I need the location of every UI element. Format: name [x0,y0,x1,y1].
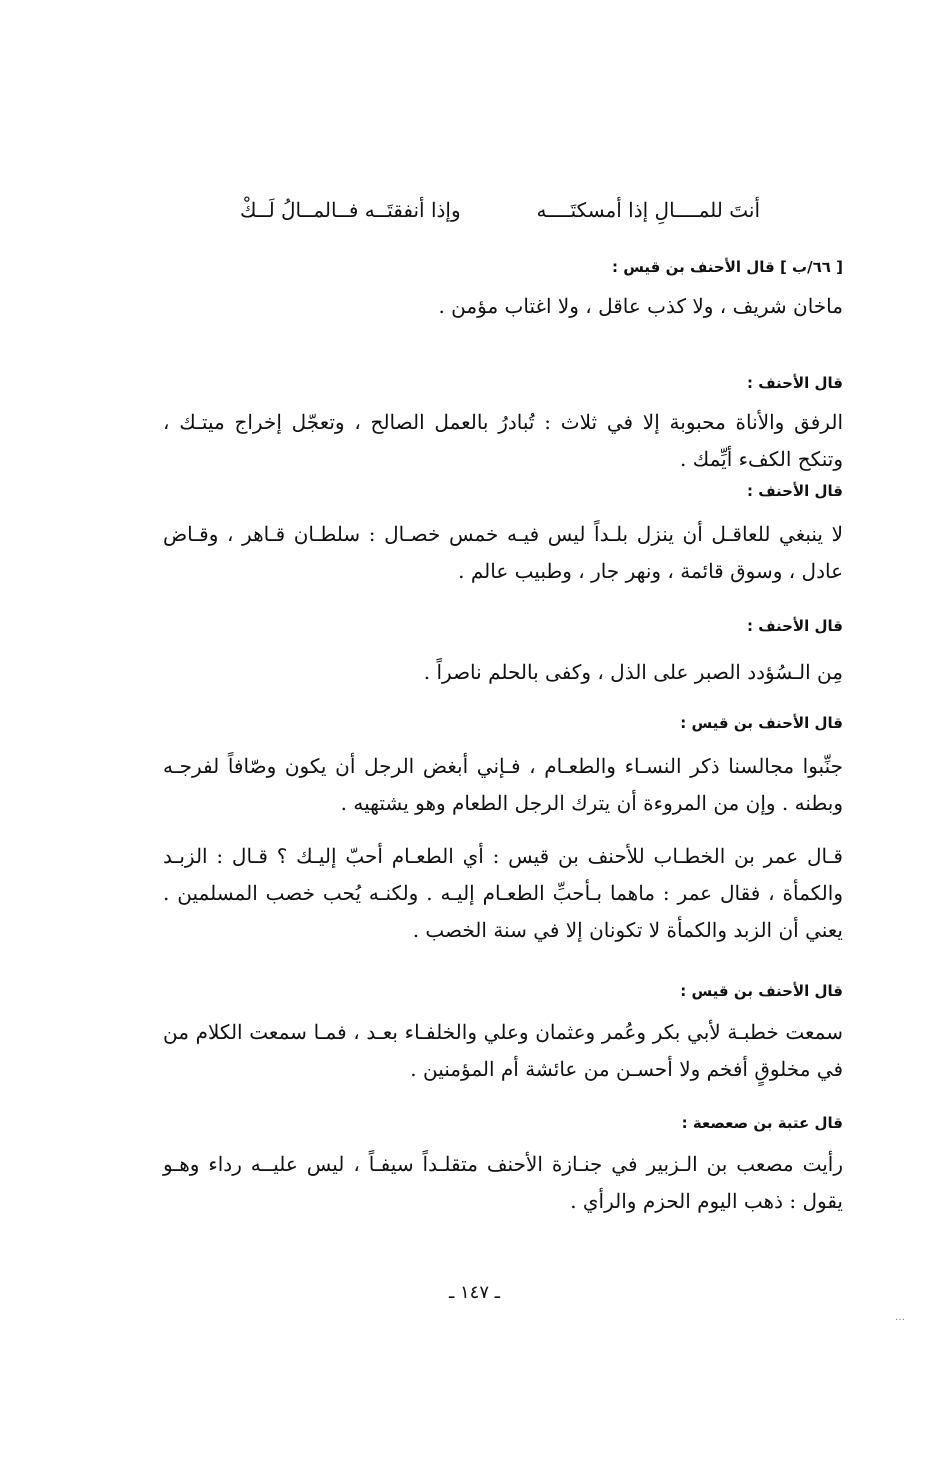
section-text: قـال عمر بن الخطـاب للأحنف بن قيس : أي الطعـام أحبّ إليـك ؟ قـال : الزبـد والكمأة ، فقال عمر : ماهما بـأحبِّ الطعـام إليـه . ولكنـه يُحب خصب المسلمين . يعني أن الزبد والكمأة لا تكونان إلا في سنة الخصب . [163,844,843,942]
section-text: ماخان شريف ، ولا كذب عاقل ، ولا اغتاب مؤمن . [438,294,843,318]
section-text: مِن الـسُؤدد الصبر على الذل ، وكفى بالحلم ناصراً . [423,660,843,684]
poem-verse [240,195,760,225]
page-number: ـ ١٤٧ ـ [448,1282,500,1303]
section-5 [163,712,843,822]
corner-mark: … [895,1312,905,1323]
section-heading: [ ٦٦/ب ] قال الأحنف بن قيس : [612,258,843,276]
section-2 [163,372,843,478]
section-text: جنِّبوا مجالسنا ذكر النسـاء والطعـام ، فـإني أبغض الرجل أن يكون وصّافاً لفرجـه وبطنه . وإن من المروءة أن يترك الرجل الطعام وهو يشتهيه . [163,754,843,815]
section-text: رأيت مصعب بن الـزبير في جنـازة الأحنف متقلـداً سيفـاً ، ليس عليــه رداء وهـو يقول : ذهب اليوم الحزم والرأي . [163,1152,843,1213]
verse-first-hemistich: أنتَ للمــــالِ إذا أمسكتَــــه [536,198,760,222]
section-heading: قال الأحنف : [746,482,843,500]
section-heading: قال الأحنف : [746,374,843,392]
section-1 [163,256,843,325]
section-4 [163,615,843,691]
section-heading: قال الأحنف بن قيس : [680,982,843,1000]
section-7 [163,980,843,1088]
section-heading: قال عتبة بن صعصعة : [681,1114,843,1132]
section-heading: قال الأحنف : [746,617,843,635]
section-6 [163,838,843,949]
section-3 [163,480,843,590]
section-text: سمعت خطبـة لأبي بكر وعُمر وعثمان وعلي والخلفـاء بعـد ، فمـا سمعت الكلام من في مخلوقٍ أفخم ولا أحسـن من عائشة أم المؤمنين . [163,1020,843,1081]
section-8 [163,1112,843,1220]
verse-second-hemistich: وإذا أنفقتَــه فــالمــالُ لَــكْ [240,198,461,222]
section-text: الرفق والأناة محبوبة إلا في ثلاث : تُبادرُ بالعمل الصالح ، وتعجّل إخراج ميتـك ، وتنكح الكفء أيِّمك . [163,410,843,471]
section-text: لا ينبغي للعاقـل أن ينزل بلـداً ليس فيـه خمس خصـال : سلطـان قـاهر ، وقـاض عادل ، وسوق قائمة ، ونهر جار ، وطبيب عالم . [163,522,843,583]
section-heading: قال الأحنف بن قيس : [680,714,843,732]
